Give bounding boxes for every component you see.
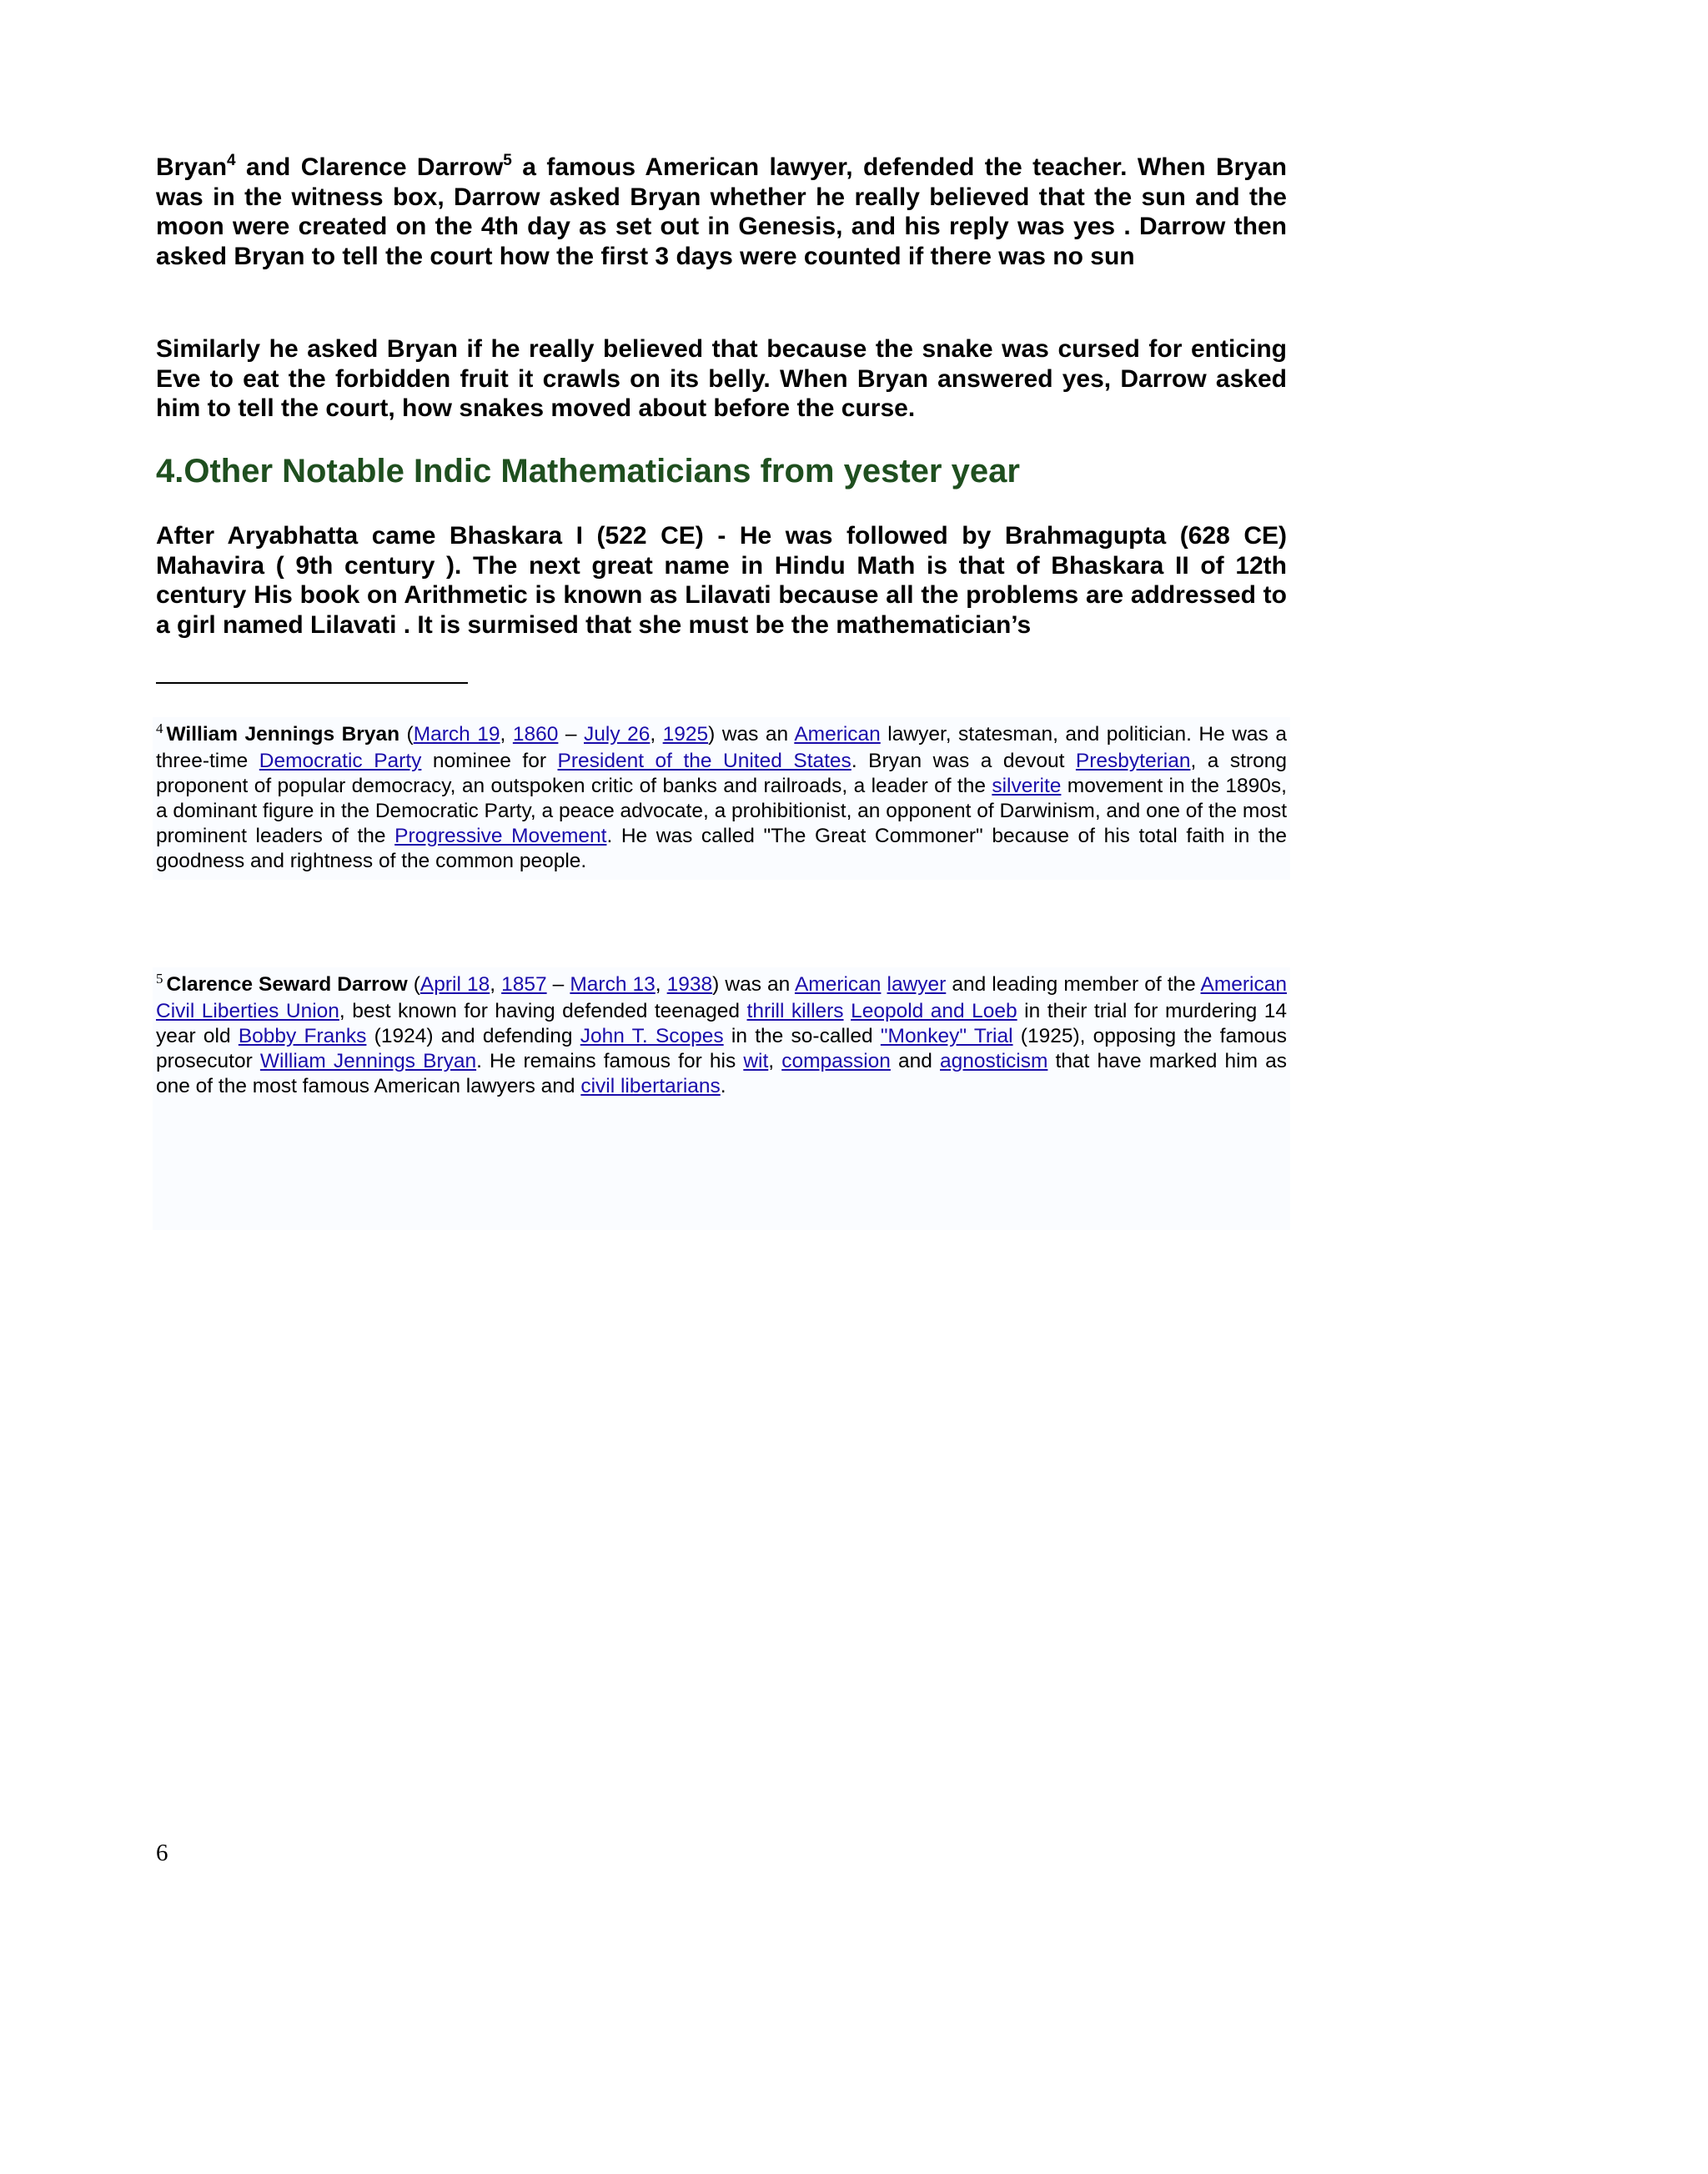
text-run: , <box>500 723 513 746</box>
link-compassion[interactable]: compassion <box>781 1050 891 1072</box>
text-run: ( <box>399 723 414 746</box>
link-american-civil-liberties-union[interactable]: American Civil Liberties Union <box>156 973 1287 1022</box>
link-agnosticism[interactable]: agnosticism <box>940 1050 1048 1072</box>
body-paragraph-1 <box>156 153 1287 271</box>
footnote-subject-name: William Jennings Bryan <box>166 723 400 746</box>
link-president-of-the-united-states[interactable]: President of the United States <box>557 750 851 772</box>
link-civil-libertarians[interactable]: civil libertarians <box>580 1075 721 1097</box>
text-run: , <box>490 973 502 996</box>
text-run: a famous American lawyer, defended the teacher. When Bryan was in the witness box, Darrow asked Bryan whether he really believed that the sun and the moon were created on the 4th day as set out in Genesis, and his reply was yes . Darrow then asked Bryan to tell the court how the first 3 days were counted if there was no sun <box>156 153 1288 270</box>
footnote-ref-5[interactable]: 5 <box>503 152 512 169</box>
text-run: , best known for having defended teenaged <box>339 1000 747 1022</box>
footnote-ref-4[interactable]: 4 <box>227 152 236 169</box>
link-april-18[interactable]: April 18 <box>419 973 490 996</box>
link-progressive-movement[interactable]: Progressive Movement <box>394 825 607 847</box>
text-run: – <box>558 723 585 746</box>
text-run: , <box>655 973 667 996</box>
text-run: in the so-called <box>723 1025 881 1047</box>
link-silverite[interactable]: silverite <box>992 775 1062 797</box>
text-run: and leading member of the <box>946 973 1201 996</box>
link-1925[interactable]: 1925 <box>662 723 709 746</box>
link-1860[interactable]: 1860 <box>512 723 559 746</box>
link-american[interactable]: American <box>794 723 881 746</box>
text-run: and Clarence Darrow <box>235 153 504 181</box>
text-run: Bryan <box>156 153 228 181</box>
body-paragraph-2: Similarly he asked Bryan if he really believed that because the snake was cursed for enticing Eve to eat the forbidden fruit it crawls on its belly. When Bryan answered yes, Darrow asked him to tell the court, how snakes moved about before the curse. <box>156 335 1287 422</box>
text-run: nominee for <box>421 750 558 772</box>
text-run: , <box>650 723 663 746</box>
link-monkey-trial[interactable]: "Monkey" Trial <box>880 1025 1013 1047</box>
text-run: . He remains famous for his <box>476 1050 744 1072</box>
text-run: , a strong proponent of popular democracy, an outspoken critic of banks and railroads, a leader of the <box>156 750 1288 797</box>
text-run: ) was an <box>708 723 795 746</box>
footnote-5 <box>156 972 1287 1099</box>
link-july-26[interactable]: July 26 <box>584 723 651 746</box>
page-number: 6 <box>156 1840 168 1866</box>
link-1938[interactable]: 1938 <box>666 973 713 996</box>
section-heading: 4.Other Notable Indic Mathematicians from yester year <box>156 453 1020 490</box>
text-run: movement in the 1890s, a dominant figure in the Democratic Party, a peace advocate, a prohibitionist, an opponent of Darwinism, and one of the most prominent leaders of the <box>156 775 1287 847</box>
link-march-13[interactable]: March 13 <box>570 973 656 996</box>
link-wit[interactable]: wit <box>743 1050 769 1072</box>
footnote-subject-name: Clarence Seward Darrow <box>166 973 408 996</box>
text-run: . He was called "The Great Commoner" because of his total faith in the goodness and rightness of the common people. <box>156 825 1287 872</box>
text-run: ( <box>407 973 420 996</box>
footnote-number: 4 <box>156 720 163 736</box>
text-run: . <box>720 1075 726 1097</box>
body-paragraph-3: After Aryabhatta came Bhaskara I (522 CE) - He was followed by Brahmagupta (628 CE) Mahavira ( 9th century ). The next great name in Hindu Math is that of Bhaskara II of 12th century His book on Arithmetic is known as Lilavati because all the problems are addressed to a girl named Lilavati . It is surmised that she must be the mathematician’s <box>156 522 1287 639</box>
text-run: in their trial for murdering 14 year old <box>156 1000 1288 1047</box>
link-lawyer[interactable]: lawyer <box>887 973 947 996</box>
link-thrill-killers[interactable]: thrill killers <box>746 1000 844 1022</box>
text-run <box>844 1000 851 1022</box>
text-run: that have marked him as one of the most famous American lawyers and <box>156 1050 1287 1097</box>
footnote-4 <box>156 722 1287 874</box>
text-run: , <box>768 1050 782 1072</box>
text-run: – <box>546 973 570 996</box>
text-run <box>881 973 887 996</box>
text-run: lawyer, statesman, and politician. He was a three-time <box>156 723 1287 772</box>
link-leopold-and-loeb[interactable]: Leopold and Loeb <box>851 1000 1017 1022</box>
link-presbyterian[interactable]: Presbyterian <box>1075 750 1191 772</box>
link-democratic-party[interactable]: Democratic Party <box>259 750 422 772</box>
footnote-separator <box>156 682 468 684</box>
text-run: . Bryan was a devout <box>851 750 1076 772</box>
text-run: (1924) and defending <box>366 1025 580 1047</box>
link-1857[interactable]: 1857 <box>501 973 547 996</box>
footnote-number: 5 <box>156 971 163 987</box>
text-run: (1925), opposing the famous prosecutor <box>156 1025 1288 1072</box>
text-run: and <box>890 1050 941 1072</box>
link-march-19[interactable]: March 19 <box>413 723 500 746</box>
link-william-jennings-bryan[interactable]: William Jennings Bryan <box>259 1050 477 1072</box>
link-bobby-franks[interactable]: Bobby Franks <box>238 1025 367 1047</box>
link-john-t-scopes[interactable]: John T. Scopes <box>580 1025 724 1047</box>
link-american[interactable]: American <box>794 973 882 996</box>
text-run: ) was an <box>712 973 795 996</box>
